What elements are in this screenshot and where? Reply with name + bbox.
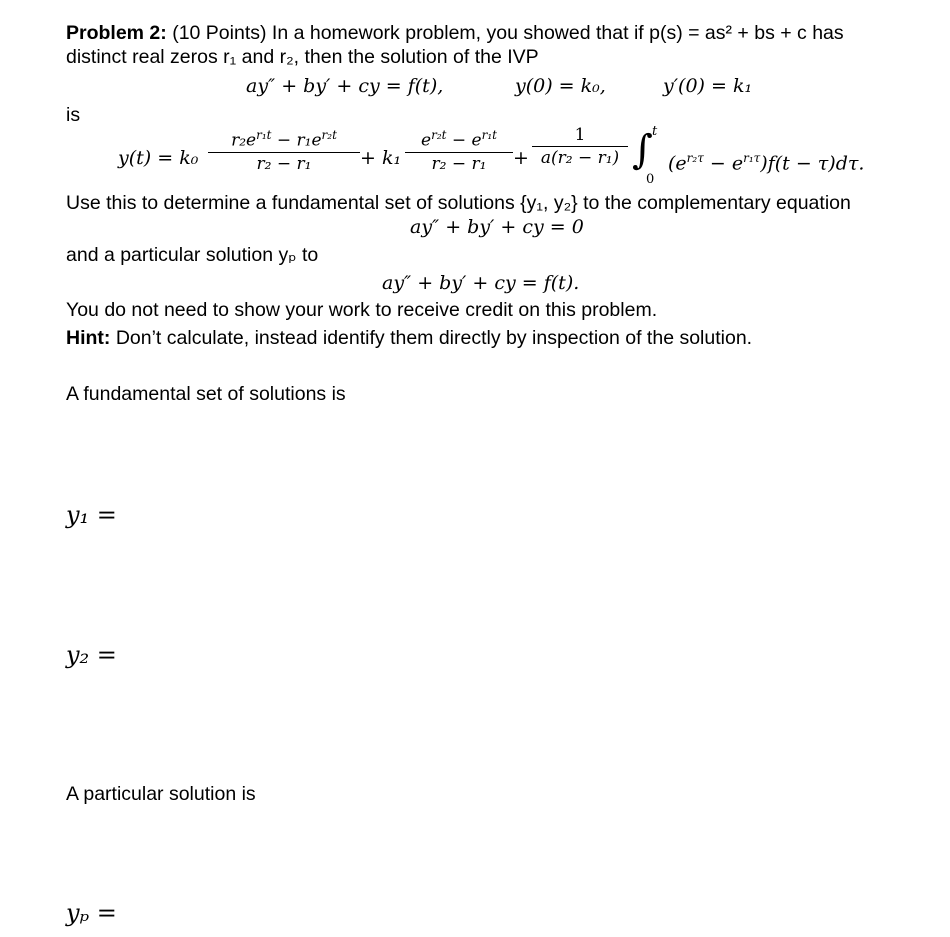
fraction-3 (532, 124, 628, 169)
yp-answer-label: yₚ = (66, 899, 117, 927)
use-this-line: Use this to determine a fundamental set of solutions {y₁, y₂} to the complementary equation (66, 192, 851, 214)
y2-answer-label: y₂ = (66, 641, 117, 669)
ivp-equation: ay″ + by′ + cy = f(t), (246, 75, 444, 97)
problem-statement-line2: distinct real zeros r₁ and r₂, then the solution of the IVP (66, 46, 539, 68)
fraction-1 (208, 124, 360, 175)
fraction-3-numerator: 1 (532, 124, 628, 147)
nonhomogeneous-equation: ay″ + by′ + cy = f(t). (382, 272, 580, 294)
fraction-2 (405, 124, 513, 175)
problem-statement-line1 (66, 21, 844, 45)
is-word: is (66, 104, 81, 126)
hint-label: Hint: (66, 327, 111, 349)
integral-upper-limit: t (652, 124, 658, 139)
fraction-1-numerator: $r_2e^{r_1t} - r_1e^{r_2t}$ (208, 124, 360, 153)
integral-sign-icon: ∫ (632, 127, 653, 173)
fraction-2-denominator: r₂ − r₁ (431, 153, 487, 174)
hint-text: Don’t calculate, instead identify them directly by inspection of the solution. (115, 327, 753, 349)
particular-solution-prompt: A particular solution is (66, 783, 256, 805)
complementary-equation: ay″ + by′ + cy = 0 (410, 216, 584, 238)
integral-lower-limit: 0 (646, 172, 655, 187)
hint-line (66, 326, 752, 350)
fundamental-set-prompt: A fundamental set of solutions is (66, 383, 346, 405)
ivp-initial-condition-0: y(0) = k₀, (515, 75, 606, 97)
plus-sign: + (513, 147, 529, 169)
problem-label: Problem 2: (66, 22, 167, 44)
fraction-2-numerator: $e^{r_2t} - e^{r_1t}$ (405, 124, 513, 153)
problem-intro: (10 Points) In a homework problem, you showed that if p(s) = as² + bs + c has (172, 22, 844, 44)
fraction-3-denominator: a(r₂ − r₁) (540, 148, 620, 168)
y1-answer-label: y₁ = (66, 501, 117, 529)
no-work-note: You do not need to show your work to receive credit on this problem. (66, 299, 658, 321)
integrand: $(e^{r_2\tau} - e^{r_1\tau})f(t - \tau)d\tau$. (668, 151, 865, 175)
solution-lhs: y(t) = k₀ (118, 147, 199, 169)
fraction-1-denominator: r₂ − r₁ (256, 153, 312, 174)
particular-intro: and a particular solution yₚ to (66, 244, 319, 266)
plus-k1: + k₁ (360, 147, 402, 169)
ivp-initial-condition-1: y′(0) = k₁ (663, 75, 753, 97)
